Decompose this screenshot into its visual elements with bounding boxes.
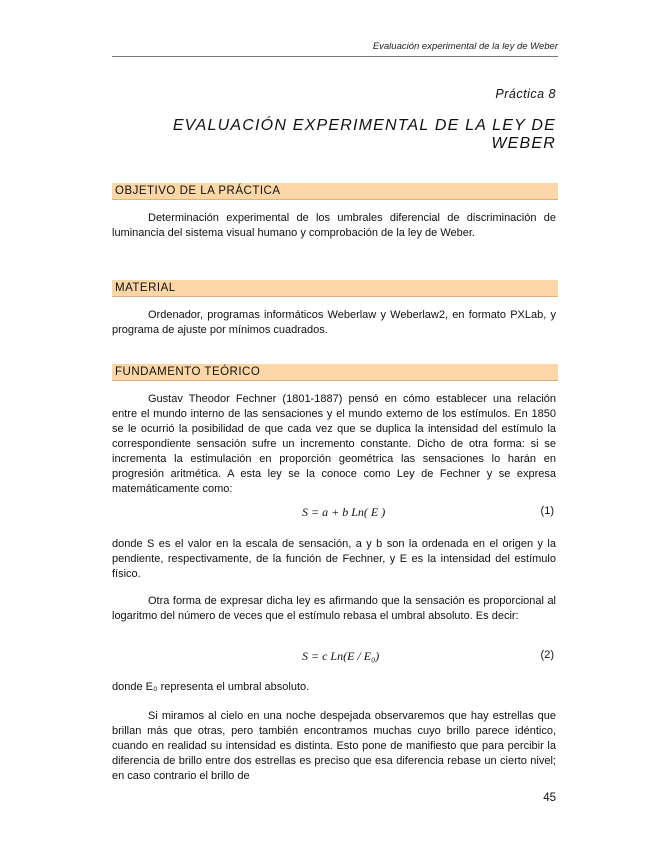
objective-paragraph: Determinación experimental de los umbrales diferencial de discriminación de luminancia del sistema visual humano y comprobación de la ley de Weber.: [112, 212, 556, 239]
section-heading-objective: [112, 183, 558, 200]
equation-2-number: (2): [540, 649, 554, 661]
theory-paragraph-3: Otra forma de expresar dicha ley es afirmando que la sensación es proporcional al logaritmo del número de veces que el estímulo rebasa el umbral absoluto. Es decir:: [112, 595, 556, 622]
header-divider: [112, 56, 558, 57]
theory-paragraph-4: donde E₀ representa el umbral absoluto.: [112, 681, 310, 693]
material-paragraph: Ordenador, programas informáticos Weberlaw y Weberlaw2, en formato PXLab, y programa de ajuste por mínimos cuadrados.: [112, 309, 556, 336]
running-header: Evaluación experimental de la ley de Weber: [372, 41, 558, 52]
section-heading-theory: [112, 364, 558, 381]
equation-1: [112, 505, 556, 521]
equation-1-formula: S = a + b Ln( E ): [302, 505, 386, 519]
section-heading-label: FUNDAMENTO TEÓRICO: [115, 366, 261, 378]
theory-paragraph-5: Si miramos al cielo en una noche despejada observaremos que hay estrellas que brillan más que otras, pero también encontramos muchas cuyo brillo parece idéntico, cuando en realidad su intensidad es distinta. Esto pone de manifiesto que para percibir la diferencia de brillo entre dos estrellas es preciso que esa diferencia rebase un cierto nivel; en caso contrario el brillo de: [112, 710, 556, 782]
page-title: EVALUACIÓN EXPERIMENTAL DE LA LEY DE WEBER: [172, 117, 556, 152]
theory-paragraph-2: donde S es el valor en la escala de sensación, a y b son la ordenada en el origen y la pendiente, respectivamente, de la función de Fechner, y E es la intensidad del estímulo físico.: [112, 538, 556, 580]
practice-number: Práctica 8: [495, 87, 556, 101]
theory-paragraph-1: Gustav Theodor Fechner (1801-1887) pensó en cómo establecer una relación entre el mundo interno de las sensaciones y el mundo externo de los estímulos. En 1850 se le ocurrió la posibilidad de que cada vez que se duplica la intensidad del estímulo la correspondiente sensación sufre un incremento constante. Dicho de otra forma: si se incrementa la estimulación en proporción geométrica las sensaciones lo harán en progresión aritmética. A esta ley se la conoce como Ley de Fechner y se expresa matemáticamente como:: [112, 393, 556, 495]
equation-1-number: (1): [540, 505, 554, 517]
section-heading-label: MATERIAL: [115, 282, 176, 294]
equation-2-formula: S = c Ln(E / E₀): [302, 649, 380, 663]
section-heading-label: OBJETIVO DE LA PRÁCTICA: [115, 185, 281, 197]
equation-2: [112, 649, 556, 665]
page-number: 45: [543, 792, 556, 804]
section-heading-material: [112, 280, 558, 297]
